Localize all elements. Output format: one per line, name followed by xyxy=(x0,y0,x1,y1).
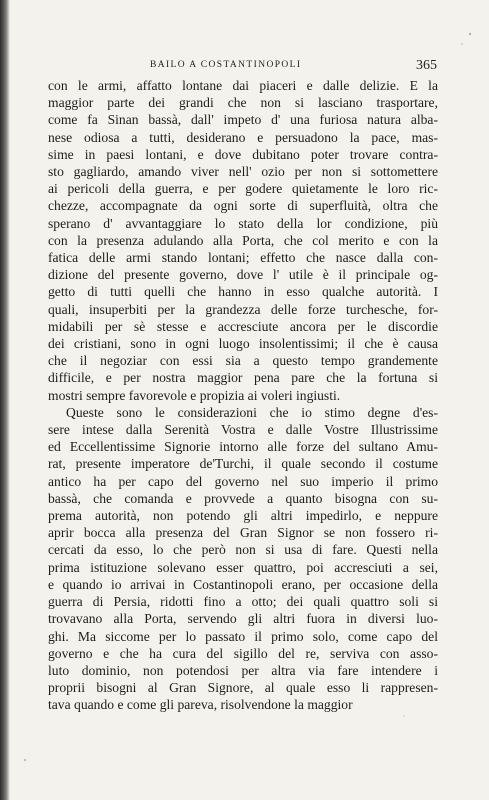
text-line: governo e che ha cura del sigillo del re, serviva con asso- xyxy=(48,645,438,661)
text-line: prima istituzione solevano esser quattro, poi accresciuti a sei, xyxy=(48,559,438,575)
text-line: sere intese dalla Serenità Vostra e dalle Vostre Illustrissime xyxy=(48,422,438,438)
text-line: getto di tutti quelli che hanno in esso qualche autorità. I xyxy=(48,284,438,300)
text-line: sperano d' avvantaggiare lo stato della lor condizione, più xyxy=(48,215,438,231)
text-line: proprii bisogni al Gran Signore, al quale esso li rappresen- xyxy=(48,680,438,696)
book-gutter-shadow xyxy=(0,0,10,800)
text-line: che il negoziar con essi sia a questo tempo grandemente xyxy=(48,353,438,369)
running-title: BAILO A COSTANTINOPOLI xyxy=(150,60,302,70)
text-line: sto gagliardo, amando viver nell' ozio per non si sottomettere xyxy=(48,164,438,180)
text-line: aprir bocca alla presenza del Gran Signor se non fossero ri- xyxy=(48,525,438,541)
text-line: bassà, che comanda e provvede a quanto bisogna con su- xyxy=(48,490,438,506)
text-line: fatica delle armi stando lontani; effetto che nasce dalla con- xyxy=(48,250,438,266)
text-line: con la presenza adulando alla Porta, che col merito e con la xyxy=(48,232,438,248)
text-line: antico ha per capo del governo nel suo imperio il primo xyxy=(48,473,438,489)
text-line: ghi. Ma siccome per lo passato il primo solo, come capo del xyxy=(48,628,438,644)
text-line: chezze, accompagnate da ogni sorte di superfluità, oltra che xyxy=(48,198,438,214)
text-line: e quando io arrivai in Costantinopoli erano, per occasione della xyxy=(48,576,438,592)
text-line: dei cristiani, sono in ogni luogo insolentissimi; il che è causa xyxy=(48,336,438,352)
text-line: midabili per sè stesse e accresciute ancora per le discordie xyxy=(48,318,438,334)
text-line: prema autorità, non potendo gli altri impedirlo, e neppure xyxy=(48,508,438,524)
text-line: guerra di Persia, ridotti fino a otto; dei quali quattro soli si xyxy=(48,594,438,610)
paragraph xyxy=(48,77,438,404)
paragraph xyxy=(48,404,438,714)
text-line: difficile, e per nostra maggior pena pare che la fortuna si xyxy=(48,370,438,386)
text-line: ai pericoli della guerra, e per godere quietamente le loro ric- xyxy=(48,181,438,197)
text-line: sime in paesi lontani, e dove dubitano poter trovare contra- xyxy=(48,146,438,162)
text-line: quali, insuperbiti per la grandezza delle forze turchesche, for- xyxy=(48,301,438,317)
text-line: con le armi, affatto lontane dai piaceri e dalle delizie. E la xyxy=(48,78,438,93)
text-line: dizione del presente governo, dove l' utile è il principale og- xyxy=(48,267,438,283)
page-number: 365 xyxy=(416,58,437,73)
text-line: luto dominio, non potendosi per altra via fare intendere i xyxy=(48,662,438,678)
text-line: come fa Sinan bassà, dall' impeto d' una furiosa natura alba- xyxy=(48,112,438,128)
page-header xyxy=(0,58,489,78)
text-line: mostri sempre favorevole e propizia ai voleri ingiusti. xyxy=(48,387,341,403)
body-text xyxy=(48,77,438,714)
text-line: nese odiosa a tutti, desiderano e persuadono la pace, mas- xyxy=(48,129,438,145)
text-line: maggior parte dei grandi che non si lasciano trasportare, xyxy=(48,95,438,111)
text-line: cercati da esso, lo che però non si usa di fare. Questi nella xyxy=(48,542,438,558)
text-line: tava quando e come gli pareva, risolvendone la maggior xyxy=(48,697,353,713)
text-line: Queste sono le considerazioni che io stimo degne d'es- xyxy=(66,404,438,420)
text-line: ed Eccellentissime Signorie intorno alle forze del sultano Amu- xyxy=(48,439,438,455)
text-line: rat, presente imperatore de'Turchi, il quale secondo il costume xyxy=(48,456,438,472)
text-line: trovavano alla Porta, servendo gli altri fuora in diversi luo- xyxy=(48,611,438,627)
